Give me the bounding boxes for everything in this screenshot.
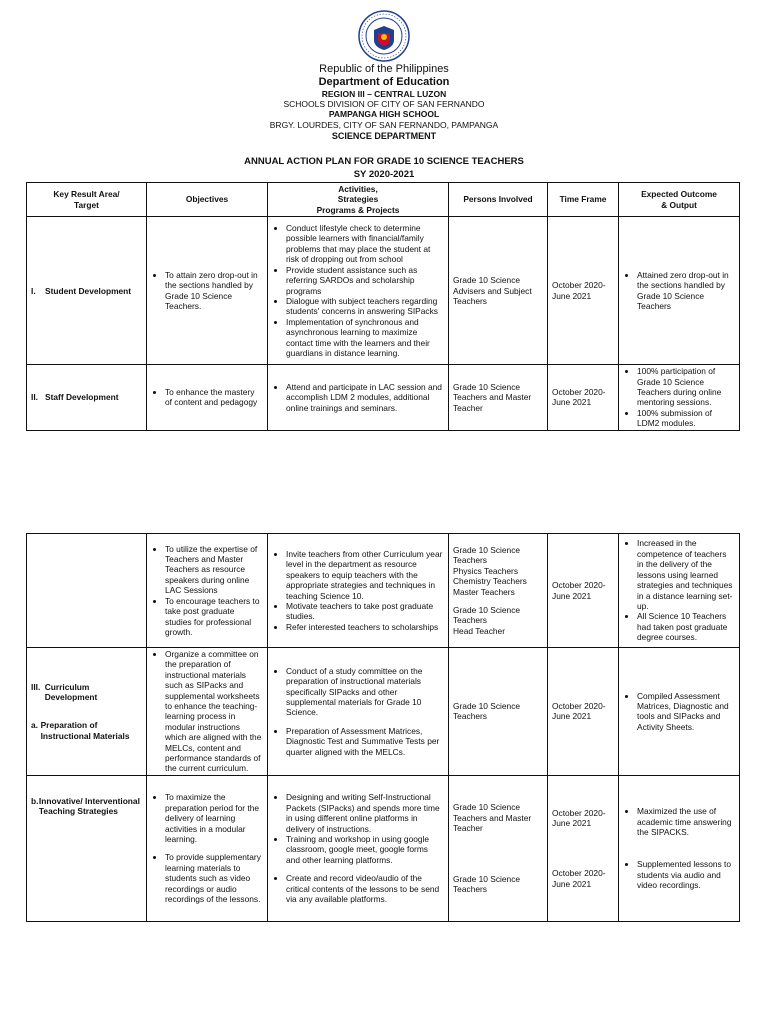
time-frame-cell: October 2020-June 2021 <box>548 217 619 365</box>
header-science-dept: SCIENCE DEPARTMENT <box>331 131 437 141</box>
header-division: SCHOOLS DIVISION OF CITY OF SAN FERNANDO <box>283 99 485 109</box>
outcome-item: • 100% submission of LDM2 modules. <box>637 408 735 429</box>
outcome-item: • Increased in the competence of teachers in the delivery of the lessons using learned strategies and techniques in a distance learning set-up. <box>637 538 735 611</box>
header-department: Department of Education <box>318 76 450 88</box>
objective-item: • To maximize the preparation period for the delivery of learning activities in a modular learning. <box>165 792 263 844</box>
outcome-item: • All Science 10 Teachers had taken post graduate degree courses. <box>637 611 735 642</box>
outcome-item: • Attained zero drop-out in the sections handled by Grade 10 Science Teachers <box>637 270 735 312</box>
document-title: ANNUAL ACTION PLAN FOR GRADE 10 SCIENCE TEACHERS <box>244 156 524 167</box>
person-entry: Grade 10 Science Teachers <box>453 604 521 626</box>
kra-number: I. <box>31 285 36 296</box>
objective-item: • To encourage teachers to take post graduate studies for professional growth. <box>165 596 263 638</box>
outcome-item: • Maximized the use of academic time answering the SIPACKS. <box>637 806 735 837</box>
activity-item: • Preparation of Assessment Matrices, Diagnostic Test and Summative Tests per quarter aligned with the MELCs. <box>286 726 444 757</box>
col-header-outcome-line1: Expected Outcome <box>641 189 717 200</box>
person-entry: Chemistry Teachers <box>453 576 527 587</box>
col-header-objectives: Objectives <box>147 183 268 217</box>
time-frame-cell: October 2020-June 2021 <box>548 648 619 776</box>
activity-item: • Designing and writing Self-Instructional Packets (SIPacks) and spends more time in using different online platforms in delivery of instructions. <box>286 792 444 834</box>
activity-item: • Implementation of synchronous and asynchronous learning to maximize contact time with the learners and their guardians in distance learning. <box>286 317 444 359</box>
persons-cell: Grade 10 Science Teachers and Master Teacher <box>449 365 548 430</box>
activity-item: • Refer interested teachers to scholarships <box>286 622 444 632</box>
kra-number: II. <box>31 392 38 403</box>
col-header-persons: Persons Involved <box>449 183 548 217</box>
kra-staff-development <box>27 365 147 430</box>
header-address: BRGY. LOURDES, CITY OF SAN FERNANDO, PAMPANGA <box>269 120 499 130</box>
time-frame-cell: October 2020-June 2021 <box>548 365 619 430</box>
kra-label: Staff Development <box>45 392 119 403</box>
activity-item: • Invite teachers from other Curriculum year level in the department as resource speakers to equip teachers with the appropriate strategies and techniques in teaching Science 10. <box>286 549 444 601</box>
kra-innovative-strategies <box>27 775 147 921</box>
col-header-kra-line2: Target <box>74 199 99 210</box>
action-plan-table-page2 <box>26 533 740 922</box>
kra-number: b. <box>31 795 39 806</box>
objectives-cell <box>147 534 268 648</box>
time-frame-cell <box>548 775 619 921</box>
header-region: REGION III – CENTRAL LUZON <box>321 89 447 99</box>
table-header-row <box>27 183 740 217</box>
activities-cell <box>268 365 449 430</box>
activity-item: • Motivate teachers to take post graduate studies. <box>286 601 444 622</box>
header-country: Republic of the Philippines <box>319 63 449 75</box>
activity-item: • Provide student assistance such as referring SARDOs and scholarship programs <box>286 265 444 296</box>
deped-seal-logo <box>358 10 410 62</box>
table-row-student-development <box>27 217 740 365</box>
col-header-activities-line1: Activities, <box>338 184 378 194</box>
table-row-curriculum-development <box>27 648 740 776</box>
table-row-staff-development <box>27 365 740 430</box>
objective-item: • To attain zero drop-out in the sections handled by Grade 10 Science Teachers. <box>165 270 263 312</box>
activities-cell <box>268 648 449 776</box>
activity-item: • Dialogue with subject teachers regarding students' concerns in answering SIPacks <box>286 296 444 317</box>
objectives-cell <box>147 648 268 776</box>
outcome-item: • Supplemented lessons to students via audio and video recordings. <box>637 859 735 890</box>
kra-sub-label: Preparation of Instructional Materials <box>40 720 130 741</box>
kra-sub-number: a. <box>31 720 38 731</box>
person-entry: Grade 10 Science Teachers <box>453 873 521 894</box>
persons-cell <box>449 534 548 648</box>
outcome-cell <box>619 775 740 921</box>
activity-item: • Conduct of a study committee on the preparation of instructional materials specifically SIPacks and other supplemental materials for Grade 10 Science. <box>286 666 444 718</box>
outcome-cell <box>619 534 740 648</box>
table-row-innovative-strategies <box>27 775 740 921</box>
activity-item: • Create and record video/audio of the critical contents of the lessons to be send via any available platforms. <box>286 873 444 904</box>
action-plan-table-page1 <box>26 182 740 431</box>
time-frame-cell: October 2020-June 2021 <box>548 534 619 648</box>
activities-cell <box>268 534 449 648</box>
objectives-cell <box>147 217 268 365</box>
outcome-cell <box>619 217 740 365</box>
activity-item: • Attend and participate in LAC session and accomplish LDM 2 modules, additional online trainings and seminars. <box>286 382 444 413</box>
person-entry: Master Teachers <box>453 586 515 597</box>
objectives-cell <box>147 365 268 430</box>
objectives-cell <box>147 775 268 921</box>
outcome-cell <box>619 648 740 776</box>
objective-item: • To utilize the expertise of Teachers and Master Teachers as resource speakers during online LAC Sessions <box>165 544 263 596</box>
col-header-activities <box>268 183 449 217</box>
col-header-outcome <box>619 183 740 217</box>
col-header-outcome-line2: & Output <box>661 199 697 210</box>
outcome-item: • Compiled Assessment Matrices, Diagnostic and tools and SIPacks and Activity Sheets. <box>637 691 735 733</box>
objective-item: • To enhance the mastery of content and pedagogy <box>165 387 263 408</box>
kra-label: Innovative/ Interventional Teaching Strategies <box>38 795 140 817</box>
kra-label: Student Development <box>45 285 132 296</box>
person-entry: Head Teacher <box>453 625 505 636</box>
person-entry: Physics Teachers <box>453 565 519 576</box>
col-header-activities-line3: Programs & Projects <box>316 204 400 215</box>
activities-cell <box>268 217 449 365</box>
objective-item: • Organize a committee on the preparation of instructional materials such as SIPacks and supplemental worksheets to enhance the teaching-learning process in modular instructions which are aligned with the MELCs, content and performance standards of the current curriculum. <box>165 649 263 774</box>
col-header-kra <box>27 183 147 217</box>
header-school: PAMPANGA HIGH SCHOOL <box>328 109 440 119</box>
activities-cell <box>268 775 449 921</box>
time-entry: October 2020-June 2021 <box>552 807 606 828</box>
col-header-activities-line2: Strategies <box>337 194 379 205</box>
document-school-year: SY 2020-2021 <box>353 169 415 180</box>
outcome-cell <box>619 365 740 430</box>
time-entry: October 2020-June 2021 <box>552 868 606 889</box>
kra-curriculum-development <box>27 648 147 776</box>
persons-cell: Grade 10 Science Teachers <box>449 648 548 776</box>
col-header-time: Time Frame <box>548 183 619 217</box>
kra-number: III. <box>31 681 41 692</box>
table-row-staff-development-continued <box>27 534 740 648</box>
kra-student-development <box>27 217 147 365</box>
persons-cell: Grade 10 Science Advisers and Subject Teachers <box>449 217 548 365</box>
outcome-item: • 100% participation of Grade 10 Science Teachers during online mentoring sessions. <box>637 366 735 408</box>
person-entry: Grade 10 Science Teachers and Master Teacher <box>453 802 532 834</box>
activity-item: • Conduct lifestyle check to determine possible learners with financial/family problems that may place the student at risk of dropping out from school <box>286 223 444 265</box>
activity-item: • Training and workshop in using google classroom, google meet, google forms and other learning platforms. <box>286 834 444 865</box>
persons-cell <box>449 775 548 921</box>
kra-label: Curriculum Development <box>44 681 98 703</box>
person-entry: Grade 10 Science Teachers <box>453 544 521 566</box>
kra-empty-cell <box>27 534 147 648</box>
objective-item: • To provide supplementary learning materials to students such as video recordings or audio recordings of the lessons. <box>165 852 263 904</box>
col-header-kra-line1: Key Result Area/ <box>53 189 120 200</box>
